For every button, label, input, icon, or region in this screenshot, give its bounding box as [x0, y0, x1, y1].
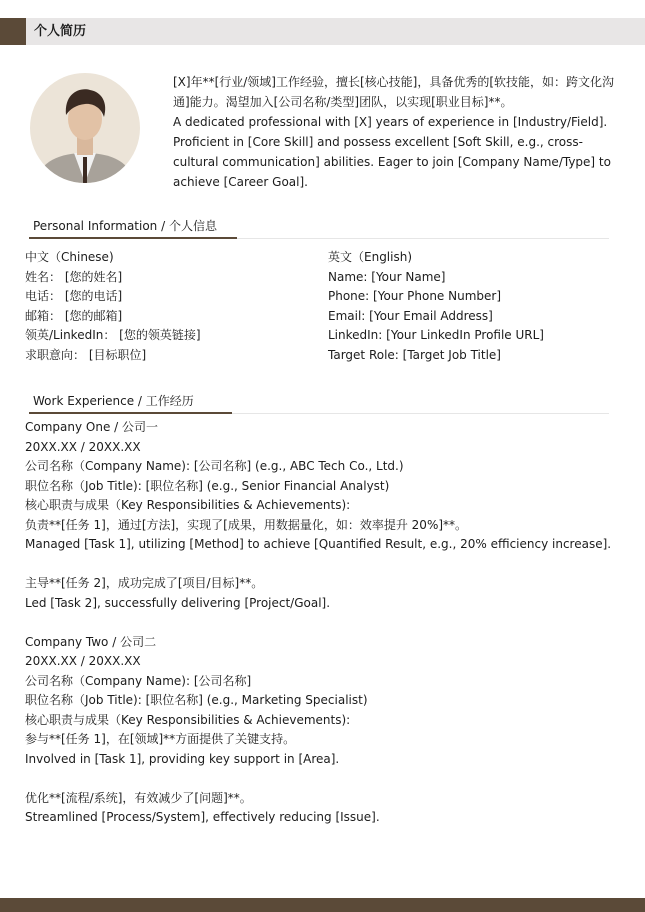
- avatar: [30, 73, 140, 183]
- work-line: 优化**[流程/系统]，有效减少了[问题]**。: [25, 790, 252, 805]
- heading-accent-line: [29, 412, 232, 414]
- personal-info-zh: [25, 248, 201, 365]
- work-line: 负责**[任务 1]，通过[方法]，实现了[成果，用数据量化，如：效率提升 20%]**。: [25, 517, 468, 532]
- heading-accent-line: [29, 237, 237, 239]
- work-line: 公司名称（Company Name): [公司名称] (e.g., ABC Tech Co., Ltd.): [25, 459, 404, 473]
- header-accent: [0, 18, 26, 45]
- company-one-entry: [25, 418, 625, 613]
- page-title: 个人简历: [34, 24, 87, 39]
- work-line: Led [Task 2], successfully delivering [Project/Goal].: [25, 595, 331, 610]
- info-en-line: Email: [Your Email Address]: [328, 308, 493, 323]
- info-zh-line: 求职意向： [目标职位]: [25, 347, 147, 362]
- footer-bar: [0, 898, 645, 912]
- header-bar: [0, 18, 645, 45]
- info-en-line: LinkedIn: [Your LinkedIn Profile URL]: [328, 328, 544, 342]
- work-line: 职位名称（Job Title): [职位名称] (e.g., Senior Financial Analyst): [25, 478, 390, 493]
- personal-info-heading: [29, 213, 609, 239]
- work-line: Company Two / 公司二: [25, 634, 157, 649]
- personal-info-title: Personal Information / 个人信息: [33, 219, 217, 233]
- work-line: 20XX.XX / 20XX.XX: [25, 439, 141, 454]
- spacer: [25, 769, 625, 789]
- work-line: 职位名称（Job Title): [职位名称] (e.g., Marketing Specialist): [25, 693, 368, 707]
- spacer: [25, 613, 625, 633]
- work-line: 公司名称（Company Name): [公司名称]: [25, 673, 252, 688]
- work-experience-title: Work Experience / 工作经历: [33, 394, 194, 408]
- work-line: Streamlined [Process/System], effectively reducing [Issue].: [25, 810, 380, 824]
- company-two-entry: [25, 633, 625, 828]
- work-experience-heading: [29, 388, 609, 414]
- work-line: Company One / 公司一: [25, 420, 159, 434]
- spacer: [25, 555, 625, 575]
- work-experience-list: [25, 418, 625, 828]
- info-zh-line: 姓名： [您的姓名]: [25, 269, 123, 284]
- personal-info-en: [328, 248, 544, 365]
- work-line: Managed [Task 1], utilizing [Method] to achieve [Quantified Result, e.g., 20% efficiency increase].: [25, 537, 612, 551]
- intro-zh: [X]年**[行业/领域]工作经验，擅长[核心技能]，具备优秀的[软技能，如：跨文化沟通]能力。渴望加入[公司名称/类型]团队，以实现[职业目标]**。: [173, 75, 615, 109]
- info-zh-line: 邮箱： [您的邮箱]: [25, 308, 123, 323]
- work-line: 参与**[任务 1]，在[领域]**方面提供了关键支持。: [25, 732, 296, 746]
- info-en-line: Name: [Your Name]: [328, 269, 446, 284]
- info-en-line: 英文（English): [328, 250, 413, 264]
- info-en-line: Target Role: [Target Job Title]: [328, 347, 501, 362]
- info-zh-line: 领英/LinkedIn： [您的领英链接]: [25, 328, 201, 342]
- intro-en: A dedicated professional with [X] years of experience in [Industry/Field]. Proficient in [Core Skill] and possess excellent [Soft Skill, e.g., cross-cultural communication] abilities. Eager to join [Company Name/Type] to achieve [Career Goal].: [173, 115, 611, 189]
- work-line: 20XX.XX / 20XX.XX: [25, 654, 141, 668]
- work-line: 核心职责与成果（Key Responsibilities & Achievements):: [25, 712, 351, 727]
- work-line: Involved in [Task 1], providing key support in [Area].: [25, 751, 340, 766]
- info-zh-line: 中文（Chinese): [25, 250, 114, 264]
- intro-summary: [173, 72, 621, 192]
- work-line: 主导**[任务 2]，成功完成了[项目/目标]**。: [25, 576, 264, 590]
- work-line: 核心职责与成果（Key Responsibilities & Achievements):: [25, 498, 351, 512]
- info-zh-line: 电话： [您的电话]: [25, 289, 123, 303]
- info-en-line: Phone: [Your Phone Number]: [328, 289, 502, 303]
